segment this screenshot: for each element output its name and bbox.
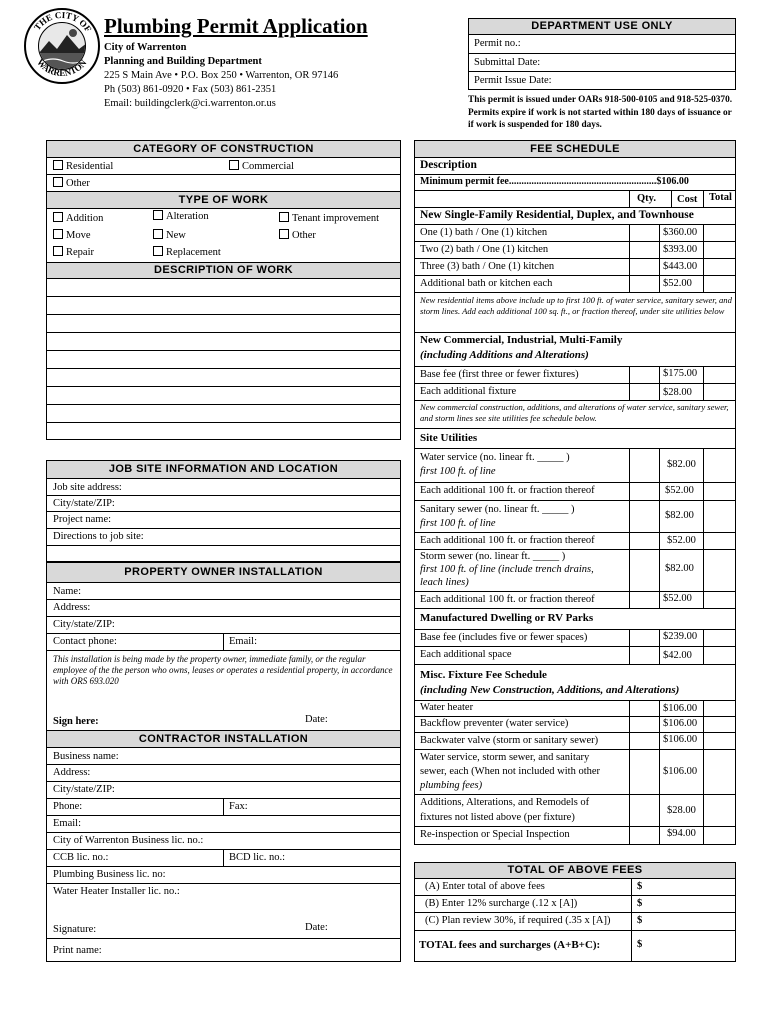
replacement-box[interactable] bbox=[153, 246, 163, 256]
description-line-3[interactable] bbox=[47, 315, 400, 333]
description-line-9[interactable] bbox=[47, 423, 400, 440]
print-name-label[interactable]: Print name: bbox=[53, 945, 102, 956]
residential-label: Residential bbox=[66, 161, 114, 172]
site-sanitary-price: $82.00 bbox=[665, 510, 694, 521]
comm-row-1-label: Base fee (first three or fewer fixtures) bbox=[420, 369, 579, 380]
site-water-price: $82.00 bbox=[667, 459, 696, 470]
misc-ws-price: $106.00 bbox=[663, 766, 698, 777]
misc-backwater-price: $106.00 bbox=[663, 734, 698, 745]
job-site-address-field[interactable] bbox=[47, 479, 400, 496]
residential-checkbox[interactable] bbox=[53, 160, 113, 172]
contractor-signature-label[interactable]: Signature: bbox=[53, 924, 97, 935]
site-add1-label: Each additional 100 ft. or fraction thereof bbox=[420, 485, 595, 496]
type-of-work-title: TYPE OF WORK bbox=[47, 192, 400, 209]
city-seal-logo bbox=[24, 8, 100, 84]
issue-date-field[interactable] bbox=[469, 72, 735, 90]
other-work-box[interactable] bbox=[279, 229, 289, 239]
comm-row-2-qty-input[interactable] bbox=[630, 384, 659, 400]
total-c-label: (C) Plan review 30%, if required (.35 x [A]) bbox=[425, 915, 611, 926]
site-storm-label: Storm sewer (no. linear ft. _____ ) bbox=[420, 551, 566, 562]
site-add3-price: $52.00 bbox=[663, 593, 692, 604]
contractor-phone-label[interactable]: Phone: bbox=[53, 801, 83, 812]
permit-no-label: Permit no.: bbox=[474, 38, 521, 49]
misc-heater-price: $106.00 bbox=[663, 703, 698, 714]
seal-text-bottom: WARRENTON bbox=[34, 57, 89, 79]
sf-row-1-price: $360.00 bbox=[663, 227, 698, 238]
category-row-1 bbox=[47, 158, 400, 175]
misc-backwater-row bbox=[415, 733, 735, 750]
property-owner-section bbox=[46, 562, 401, 732]
owner-city-field[interactable] bbox=[47, 617, 400, 634]
other-category-checkbox[interactable] bbox=[53, 177, 90, 189]
fee-row-comm-2 bbox=[415, 384, 735, 401]
fee-row-sf-2 bbox=[415, 242, 735, 259]
misc-backflow-label: Backflow preventer (water service) bbox=[420, 718, 569, 729]
mfg-space-row bbox=[415, 647, 735, 665]
total-c-input[interactable] bbox=[647, 913, 735, 930]
job-site-section bbox=[46, 460, 401, 562]
alteration-label: Alteration bbox=[166, 211, 209, 222]
single-family-heading: New Single-Family Residential, Duplex, and Townhouse bbox=[420, 209, 694, 221]
misc-ws-line3: plumbing fees) bbox=[420, 780, 483, 791]
fee-schedule-title: FEE SCHEDULE bbox=[415, 141, 735, 158]
description-of-work-title: DESCRIPTION OF WORK bbox=[47, 263, 400, 279]
addition-box[interactable] bbox=[53, 212, 63, 222]
fee-row-sf-3 bbox=[415, 259, 735, 276]
misc-heading: Misc. Fixture Fee Schedule bbox=[420, 669, 547, 681]
misc-reinspect-price: $94.00 bbox=[667, 828, 696, 839]
misc-ws-line1: Water service, storm sewer, and sanitary bbox=[420, 752, 590, 763]
fee-row-sf-1 bbox=[415, 225, 735, 242]
site-water-sub: first 100 ft. of line bbox=[420, 466, 496, 477]
addition-checkbox[interactable] bbox=[53, 212, 103, 224]
fee-row-sf-4 bbox=[415, 276, 735, 293]
comm-row-1-qty-input[interactable] bbox=[630, 367, 659, 383]
submittal-date-field[interactable] bbox=[469, 54, 735, 72]
misc-add-price: $28.00 bbox=[667, 805, 696, 816]
grand-total-row bbox=[415, 931, 735, 962]
job-site-title: JOB SITE INFORMATION AND LOCATION bbox=[47, 461, 400, 479]
misc-backflow-row bbox=[415, 717, 735, 733]
misc-add-line1: Additions, Alterations, and Remodels of bbox=[420, 797, 590, 808]
replacement-checkbox[interactable] bbox=[153, 246, 221, 258]
total-b-input[interactable] bbox=[647, 896, 735, 912]
total-a-label: (A) Enter total of above fees bbox=[425, 881, 545, 892]
fee-row-comm-1 bbox=[415, 367, 735, 384]
issue-date-label: Permit Issue Date: bbox=[474, 75, 552, 86]
total-a-row bbox=[415, 879, 735, 896]
sf-row-2-qty-input[interactable] bbox=[630, 242, 659, 258]
owner-phone-label: Contact phone: bbox=[53, 636, 117, 647]
business-name-label: Business name: bbox=[53, 751, 119, 762]
commercial-heading: New Commercial, Industrial, Multi-Family bbox=[420, 334, 623, 346]
contractor-address-field[interactable] bbox=[47, 765, 400, 782]
misc-additions-row bbox=[415, 795, 735, 827]
project-name-field[interactable] bbox=[47, 512, 400, 529]
contractor-city-label: City/state/ZIP: bbox=[53, 784, 115, 795]
commercial-subheading: (including Additions and Alterations) bbox=[420, 349, 589, 361]
new-box[interactable] bbox=[153, 229, 163, 239]
mfg-base-label: Base fee (includes five or fewer spaces) bbox=[420, 632, 588, 643]
contractor-city-field[interactable] bbox=[47, 782, 400, 799]
city-name: City of Warrenton bbox=[104, 42, 187, 53]
owner-statement: This installation is being made by the property owner, immediate family, or the regular employee of the the person who owns, leases or operates a residential property, in accordance with ORS 693.020 bbox=[53, 654, 393, 686]
sf-row-2-price: $393.00 bbox=[663, 244, 698, 255]
commercial-label: Commercial bbox=[242, 161, 294, 172]
permit-notice: This permit is issued under OARs 918-500-0105 and 918-525-0370. Permits expire if work is not started within 180 days of issuance or if work is suspended for 180 days. bbox=[468, 95, 733, 130]
sf-row-2-label: Two (2) bath / One (1) kitchen bbox=[420, 244, 549, 255]
bcd-license-label[interactable]: BCD lic. no.: bbox=[229, 852, 286, 863]
site-add3-label: Each additional 100 ft. or fraction thereof bbox=[420, 594, 595, 605]
site-add1-price: $52.00 bbox=[665, 485, 694, 496]
fee-schedule-section bbox=[414, 140, 736, 845]
qty-column-header: Qty. bbox=[637, 193, 656, 204]
department-use-box bbox=[468, 18, 736, 90]
owner-address-field[interactable] bbox=[47, 600, 400, 617]
sf-row-1-qty-input[interactable] bbox=[630, 225, 659, 241]
sf-row-2-total-input[interactable] bbox=[704, 242, 736, 258]
misc-water-service-row bbox=[415, 750, 735, 795]
totals-title: TOTAL OF ABOVE FEES bbox=[415, 863, 735, 879]
city-business-license-field[interactable] bbox=[47, 833, 400, 850]
owner-contact-row bbox=[47, 634, 400, 651]
replacement-label: Replacement bbox=[166, 247, 221, 258]
ccb-license-label[interactable]: CCB lic. no.: bbox=[53, 852, 109, 863]
contractor-email-label: Email: bbox=[53, 818, 81, 829]
misc-subheading: (including New Construction, Additions, and Alterations) bbox=[420, 684, 680, 696]
permit-no-field[interactable] bbox=[469, 35, 735, 54]
other-category-box[interactable] bbox=[53, 177, 63, 187]
license-row bbox=[47, 850, 400, 867]
mfg-base-price: $239.00 bbox=[663, 631, 698, 642]
site-storm-price: $82.00 bbox=[665, 563, 694, 574]
total-a-dollar: $ bbox=[637, 881, 643, 892]
sf-row-3-label: Three (3) bath / One (1) kitchen bbox=[420, 261, 555, 272]
contractor-section bbox=[46, 730, 401, 962]
site-storm-sub1: first 100 ft. of line (include trench drains, bbox=[420, 564, 594, 575]
grand-total-label: TOTAL fees and surcharges (A+B+C): bbox=[419, 939, 601, 951]
mfg-base-row bbox=[415, 630, 735, 647]
comm-row-1-total-input[interactable] bbox=[704, 367, 736, 383]
category-row-2 bbox=[47, 175, 400, 192]
city-business-license-label: City of Warrenton Business lic. no.: bbox=[53, 835, 204, 846]
svg-text:WARRENTON bbox=[35, 57, 89, 78]
other-category-label: Other bbox=[66, 178, 90, 189]
description-line-6[interactable] bbox=[47, 369, 400, 387]
commercial-checkbox[interactable] bbox=[229, 160, 294, 172]
comm-row-1-price: $175.00 bbox=[663, 368, 698, 379]
site-sanitary-sub: first 100 ft. of line bbox=[420, 518, 496, 529]
comm-row-2-price: $28.00 bbox=[663, 387, 692, 398]
totals-section bbox=[414, 862, 736, 962]
move-box[interactable] bbox=[53, 229, 63, 239]
site-storm-sub2: leach lines) bbox=[420, 577, 469, 588]
water-heater-license-label: Water Heater Installer lic. no.: bbox=[53, 886, 180, 897]
total-b-label: (B) Enter 12% surcharge (.12 x [A]) bbox=[425, 898, 578, 909]
sf-row-3-qty-input[interactable] bbox=[630, 259, 659, 275]
directions-line-2[interactable] bbox=[47, 546, 400, 562]
owner-name-field[interactable] bbox=[47, 583, 400, 600]
sf-row-1-total-input[interactable] bbox=[704, 225, 736, 241]
description-line-1[interactable] bbox=[47, 279, 400, 297]
misc-backflow-price: $106.00 bbox=[663, 718, 698, 729]
total-a-input[interactable] bbox=[647, 879, 735, 895]
misc-ws-line2: sewer, each (When not included with other bbox=[420, 766, 601, 777]
sf-row-3-total-input[interactable] bbox=[704, 259, 736, 275]
sf-row-4-qty-input[interactable] bbox=[630, 276, 659, 292]
commercial-box[interactable] bbox=[229, 160, 239, 170]
move-label: Move bbox=[66, 230, 91, 241]
sf-row-4-price: $52.00 bbox=[663, 278, 692, 289]
grand-total-dollar: $ bbox=[637, 939, 643, 950]
residential-box[interactable] bbox=[53, 160, 63, 170]
plumbing-license-label: Plumbing Business lic. no: bbox=[53, 869, 166, 880]
contractor-address-label: Address: bbox=[53, 767, 91, 778]
total-c-dollar: $ bbox=[637, 915, 643, 926]
owner-sign-label[interactable]: Sign here: bbox=[53, 716, 99, 727]
category-title: CATEGORY OF CONSTRUCTION bbox=[47, 141, 400, 158]
svg-text:THE CITY OF bbox=[32, 10, 94, 34]
fee-description-heading: Description bbox=[420, 159, 477, 171]
addition-label: Addition bbox=[66, 213, 104, 224]
grand-total-input[interactable] bbox=[647, 931, 735, 961]
site-water-label: Water service (no. linear ft. _____ ) bbox=[420, 452, 570, 463]
sf-note: New residential items above include up to first 100 ft. of water service, sanitary sewer, and storm lines. Add each additional 100 sq. ft., or fraction thereof, under site utilities below bbox=[420, 295, 732, 316]
misc-heater-label: Water heater bbox=[420, 702, 474, 713]
misc-backwater-label: Backwater valve (storm or sanitary sewer) bbox=[420, 735, 599, 746]
total-b-row bbox=[415, 896, 735, 913]
page-title: Plumbing Permit Application bbox=[104, 14, 368, 38]
type-of-work-options bbox=[47, 209, 400, 263]
misc-reinspect-label: Re-inspection or Special Inspection bbox=[420, 829, 570, 840]
sf-row-3-price: $443.00 bbox=[663, 261, 698, 272]
city-phone-fax: Ph (503) 861-0920 • Fax (503) 861-2351 bbox=[104, 84, 277, 95]
site-add3-row bbox=[415, 592, 735, 609]
owner-name-label: Name: bbox=[53, 586, 81, 597]
seal-text-top: THE CITY OF bbox=[31, 9, 94, 34]
city-address: 225 S Main Ave • P.O. Box 250 • Warrenton, OR 97146 bbox=[104, 70, 339, 81]
other-work-label: Other bbox=[292, 230, 316, 241]
tenant-improvement-checkbox[interactable] bbox=[279, 212, 379, 224]
directions-field[interactable] bbox=[47, 529, 400, 546]
comm-note: New commercial construction, additions, and alterations of water service, sanitary sewer, and storm lines see site utilities fee schedule below. bbox=[420, 402, 729, 423]
repair-box[interactable] bbox=[53, 246, 63, 256]
new-checkbox[interactable] bbox=[153, 229, 186, 241]
sf-row-4-total-input[interactable] bbox=[704, 276, 736, 292]
cost-column-header: Cost bbox=[677, 194, 698, 205]
move-checkbox[interactable] bbox=[53, 229, 91, 241]
site-water-row bbox=[415, 449, 735, 483]
manufactured-heading: Manufactured Dwelling or RV Parks bbox=[420, 612, 594, 624]
department-use-title: DEPARTMENT USE ONLY bbox=[469, 19, 735, 35]
mfg-space-label: Each additional space bbox=[420, 649, 512, 660]
total-c-row bbox=[415, 913, 735, 931]
site-utilities-heading: Site Utilities bbox=[420, 432, 478, 444]
contractor-email-field[interactable] bbox=[47, 816, 400, 833]
job-site-city-field[interactable] bbox=[47, 496, 400, 512]
misc-reinspect-row bbox=[415, 827, 735, 845]
job-site-city-label: City/state/ZIP: bbox=[53, 498, 115, 509]
description-line-8[interactable] bbox=[47, 405, 400, 423]
directions-label: Directions to job site: bbox=[53, 531, 144, 542]
site-sanitary-label: Sanitary sewer (no. linear ft. _____ ) bbox=[420, 504, 575, 515]
repair-checkbox[interactable] bbox=[53, 246, 94, 258]
total-b-dollar: $ bbox=[637, 898, 643, 909]
owner-email-label: Email: bbox=[229, 636, 257, 647]
owner-title: PROPERTY OWNER INSTALLATION bbox=[47, 563, 400, 583]
contractor-fax-label[interactable]: Fax: bbox=[229, 801, 248, 812]
other-work-checkbox[interactable] bbox=[279, 229, 316, 241]
water-heater-license-field[interactable] bbox=[47, 884, 400, 901]
site-add2-label: Each additional 100 ft. or fraction thereof bbox=[420, 535, 595, 546]
site-add2-price: $52.00 bbox=[667, 535, 696, 546]
tenant-improvement-box[interactable] bbox=[279, 212, 289, 222]
city-email: Email: buildingclerk@ci.warrenton.or.us bbox=[104, 98, 276, 109]
owner-address-label: Address: bbox=[53, 602, 91, 613]
site-storm-row bbox=[415, 550, 735, 592]
misc-heater-row bbox=[415, 701, 735, 717]
owner-date-label[interactable]: Date: bbox=[305, 714, 328, 725]
contractor-phone-row bbox=[47, 799, 400, 816]
misc-add-line2: fixtures not listed above (per fixture) bbox=[420, 812, 575, 823]
sf-row-4-label: Additional bath or kitchen each bbox=[420, 278, 553, 289]
description-line-5[interactable] bbox=[47, 351, 400, 369]
owner-city-label: City/state/ZIP: bbox=[53, 619, 115, 630]
plumbing-license-field[interactable] bbox=[47, 867, 400, 884]
site-add2-row bbox=[415, 533, 735, 550]
job-site-address-label: Job site address: bbox=[53, 482, 122, 493]
contractor-date-label[interactable]: Date: bbox=[305, 922, 328, 933]
department-name: Planning and Building Department bbox=[104, 56, 262, 67]
construction-section bbox=[46, 140, 401, 440]
comm-row-2-label: Each additional fixture bbox=[420, 386, 517, 397]
description-line-2[interactable] bbox=[47, 297, 400, 315]
site-sanitary-row bbox=[415, 501, 735, 533]
sf-row-1-label: One (1) bath / One (1) kitchen bbox=[420, 227, 548, 238]
submittal-date-label: Submittal Date: bbox=[474, 57, 541, 68]
contractor-title: CONTRACTOR INSTALLATION bbox=[47, 731, 400, 748]
description-line-7[interactable] bbox=[47, 387, 400, 405]
comm-row-2-total-input[interactable] bbox=[704, 384, 736, 400]
business-name-field[interactable] bbox=[47, 748, 400, 765]
total-column-header: Total bbox=[709, 192, 732, 203]
alteration-checkbox[interactable] bbox=[153, 210, 209, 222]
column-headers bbox=[415, 191, 735, 208]
site-add1-row bbox=[415, 483, 735, 501]
project-name-label: Project name: bbox=[53, 514, 112, 525]
alteration-box[interactable] bbox=[153, 210, 163, 220]
description-line-4[interactable] bbox=[47, 333, 400, 351]
mfg-space-price: $42.00 bbox=[663, 650, 692, 661]
minimum-permit-fee: Minimum permit fee...........................................................$106.00 bbox=[420, 176, 689, 187]
tenant-improvement-label: Tenant improvement bbox=[292, 213, 380, 224]
repair-label: Repair bbox=[66, 247, 94, 258]
new-label: New bbox=[166, 230, 186, 241]
